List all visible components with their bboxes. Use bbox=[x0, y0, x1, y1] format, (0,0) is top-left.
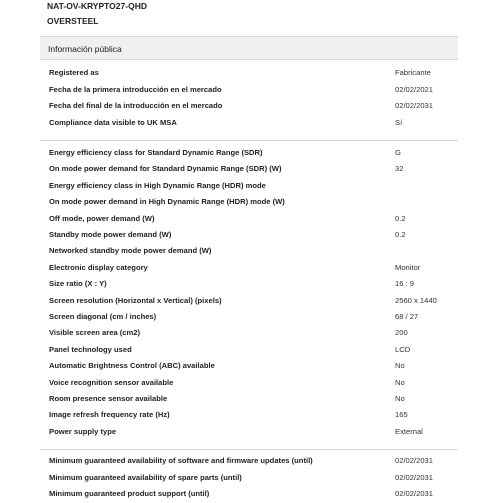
row-label: Off mode, power demand (W) bbox=[49, 213, 155, 223]
row-label: Energy efficiency class in High Dynamic Range (HDR) mode bbox=[49, 180, 266, 190]
row-value: 02/02/2031 bbox=[395, 489, 434, 498]
row-label: Size ratio (X : Y) bbox=[49, 279, 107, 289]
section-title: Información pública bbox=[48, 44, 122, 54]
row-value: 200 bbox=[395, 328, 408, 338]
info-row bbox=[40, 99, 458, 115]
row-label: Panel technology used bbox=[49, 344, 132, 354]
row-value: Monitor bbox=[395, 262, 421, 272]
row-value: G bbox=[395, 148, 401, 157]
row-label: Automatic Brightness Control (ABC) available bbox=[49, 361, 215, 371]
support-availability-group bbox=[40, 449, 458, 501]
row-value: 02/02/2031 bbox=[395, 456, 434, 465]
info-row bbox=[40, 425, 458, 441]
info-row bbox=[40, 310, 458, 326]
row-label: Networked standby mode power demand (W) bbox=[49, 246, 212, 256]
info-row bbox=[40, 454, 458, 470]
info-row bbox=[40, 244, 458, 260]
row-value: External bbox=[395, 426, 423, 436]
row-value: 2560 x 1440 bbox=[395, 295, 437, 305]
registration-group bbox=[40, 63, 458, 133]
row-label: Room presence sensor available bbox=[49, 394, 168, 403]
row-label: Minimum guaranteed availability of spare parts (until) bbox=[49, 472, 242, 482]
info-row bbox=[40, 471, 458, 487]
info-row bbox=[40, 326, 458, 342]
info-row bbox=[40, 392, 458, 408]
info-row bbox=[40, 116, 458, 132]
info-row bbox=[40, 83, 458, 99]
row-label: On mode power demand in High Dynamic Range (HDR) mode (W) bbox=[49, 197, 285, 207]
product-header bbox=[47, 0, 467, 27]
row-value: No bbox=[395, 361, 405, 371]
row-label: Minimum guaranteed availability of software and firmware updates (until) bbox=[49, 456, 313, 465]
info-row bbox=[40, 359, 458, 375]
info-row bbox=[40, 162, 458, 178]
brand-name: OVERSTEEL bbox=[47, 16, 99, 26]
row-label: Visible screen area (cm2) bbox=[49, 328, 141, 338]
info-row bbox=[40, 179, 458, 195]
row-value: LCD bbox=[395, 344, 411, 354]
row-value: 0.2 bbox=[395, 213, 406, 223]
model-identifier: NAT-OV-KRYPTO27-QHD bbox=[47, 1, 147, 11]
row-label: On mode power demand for Standard Dynamic Range (SDR) (W) bbox=[49, 164, 282, 174]
row-value: 165 bbox=[395, 410, 408, 420]
row-value: 0.2 bbox=[395, 230, 406, 239]
row-label: Minimum guaranteed product support (until) bbox=[49, 489, 210, 498]
row-label: Screen diagonal (cm / inches) bbox=[49, 312, 157, 321]
info-row bbox=[40, 343, 458, 359]
row-value: Sí bbox=[395, 117, 403, 127]
row-value: 32 bbox=[395, 164, 404, 174]
info-row bbox=[40, 408, 458, 424]
row-label: Electronic display category bbox=[49, 262, 148, 272]
row-label: Energy efficiency class for Standard Dynamic Range (SDR) bbox=[49, 148, 263, 157]
row-value: 02/02/2031 bbox=[395, 101, 434, 110]
info-row bbox=[40, 195, 458, 211]
info-row bbox=[40, 212, 458, 228]
row-label: Registered as bbox=[49, 68, 99, 77]
info-row bbox=[40, 277, 458, 293]
energy-specs-group bbox=[40, 140, 458, 446]
info-row bbox=[40, 228, 458, 244]
row-label: Fecha de la primera introducción en el mercado bbox=[49, 84, 222, 94]
row-label: Screen resolution (Horizontal x Vertical) (pixels) bbox=[49, 295, 222, 305]
row-value: 16 : 9 bbox=[395, 279, 414, 289]
row-value: 02/02/2021 bbox=[395, 84, 434, 94]
row-label: Compliance data visible to UK MSA bbox=[49, 117, 177, 127]
row-value: 68 / 27 bbox=[395, 312, 419, 321]
info-row bbox=[40, 376, 458, 392]
section-header-public-info bbox=[40, 36, 458, 60]
row-value: Fabricante bbox=[395, 68, 431, 77]
row-label: Standby mode power demand (W) bbox=[49, 230, 172, 239]
info-row bbox=[40, 487, 458, 503]
info-row bbox=[40, 261, 458, 277]
row-label: Fecha del final de la introducción en el mercado bbox=[49, 101, 223, 110]
row-label: Voice recognition sensor available bbox=[49, 377, 174, 387]
row-value: No bbox=[395, 394, 405, 403]
row-label: Image refresh frequency rate (Hz) bbox=[49, 410, 170, 420]
row-value: 02/02/2031 bbox=[395, 472, 434, 482]
info-row bbox=[40, 66, 458, 82]
row-value: No bbox=[395, 377, 405, 387]
row-label: Power supply type bbox=[49, 426, 117, 436]
info-row bbox=[40, 294, 458, 310]
info-row bbox=[40, 146, 458, 162]
